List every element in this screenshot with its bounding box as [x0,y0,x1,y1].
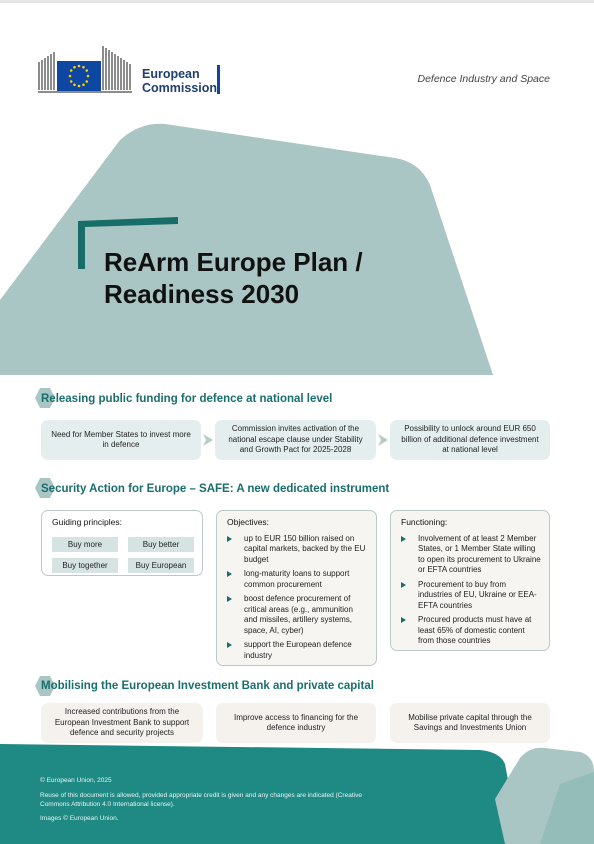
list-item: long-maturity loans to support common procurement [227,569,368,590]
list-item: Involvement of at least 2 Member States, or 1 Member State willing to open its procurement to Ukraine or EFTA countries [401,534,541,576]
step-box-3: Possibility to unlock around EUR 650 billion of additional defence investment at national level [390,420,550,460]
section-3-title: Mobilising the European Investment Bank and private capital [41,680,374,692]
top-rule [0,0,594,3]
arrow-right-icon [203,434,213,446]
list-item: Procured products must have at least 65% of domestic content from those countries [401,615,541,647]
list-item: up to EUR 150 billion raised on capital markets, backed by the EU budget [227,534,368,566]
section-2-title: Security Action for Europe – SAFE: A new dedicated instrument [41,483,390,495]
step-box-1: Need for Member States to invest more in defence [41,420,201,460]
principle-chip: Buy better [128,537,194,552]
logo-line-1: European [142,67,200,81]
objectives-panel [216,510,377,666]
footer-reuse: Reuse of this document is allowed, provided appropriate credit is given and any changes are indicated (Creative Commons Attribution 4.0 International license). [40,792,362,808]
guiding-principles-panel [41,510,203,576]
section-1-title: Releasing public funding for defence at national level [41,393,333,405]
list-item: boost defence procurement of critical areas (e.g., ammunition and missiles, artillery systems, space, AI, cyber) [227,594,368,636]
logo-line-2: Commission [142,81,218,95]
title-line-2: Readiness 2030 [104,279,300,309]
logo-divider [217,65,220,94]
title-line-1: ReArm Europe Plan / [104,247,363,277]
logo-text [142,67,217,95]
objectives-heading: Objectives: [227,517,270,527]
eib-box-2: Improve access to financing for the defence industry [216,703,376,743]
step-box-2: Commission invites activation of the national escape clause under Stability and Growth Pact for 2025-2028 [215,420,376,460]
eib-box-1: Increased contributions from the European Investment Bank to support defence and security projects [41,703,203,743]
eib-box-3: Mobilise private capital through the Savings and Investments Union [390,703,550,743]
list-item: Procurement to buy from industries of EU, Ukraine or EEA-EFTA countries [401,580,541,612]
principle-chip: Buy European [128,558,194,573]
department-label: Defence Industry and Space [417,73,550,85]
footer-images: Images © European Union. [40,815,119,822]
principle-chip: Buy together [52,558,118,573]
footer-copyright: © European Union, 2025 [40,777,112,784]
principle-chip: Buy more [52,537,118,552]
list-item: support the European defence industry [227,640,368,661]
arrow-right-icon [378,434,388,446]
functioning-panel [390,510,550,651]
functioning-heading: Functioning: [401,517,448,527]
page-title [104,246,363,310]
principles-heading: Guiding principles: [52,517,122,527]
